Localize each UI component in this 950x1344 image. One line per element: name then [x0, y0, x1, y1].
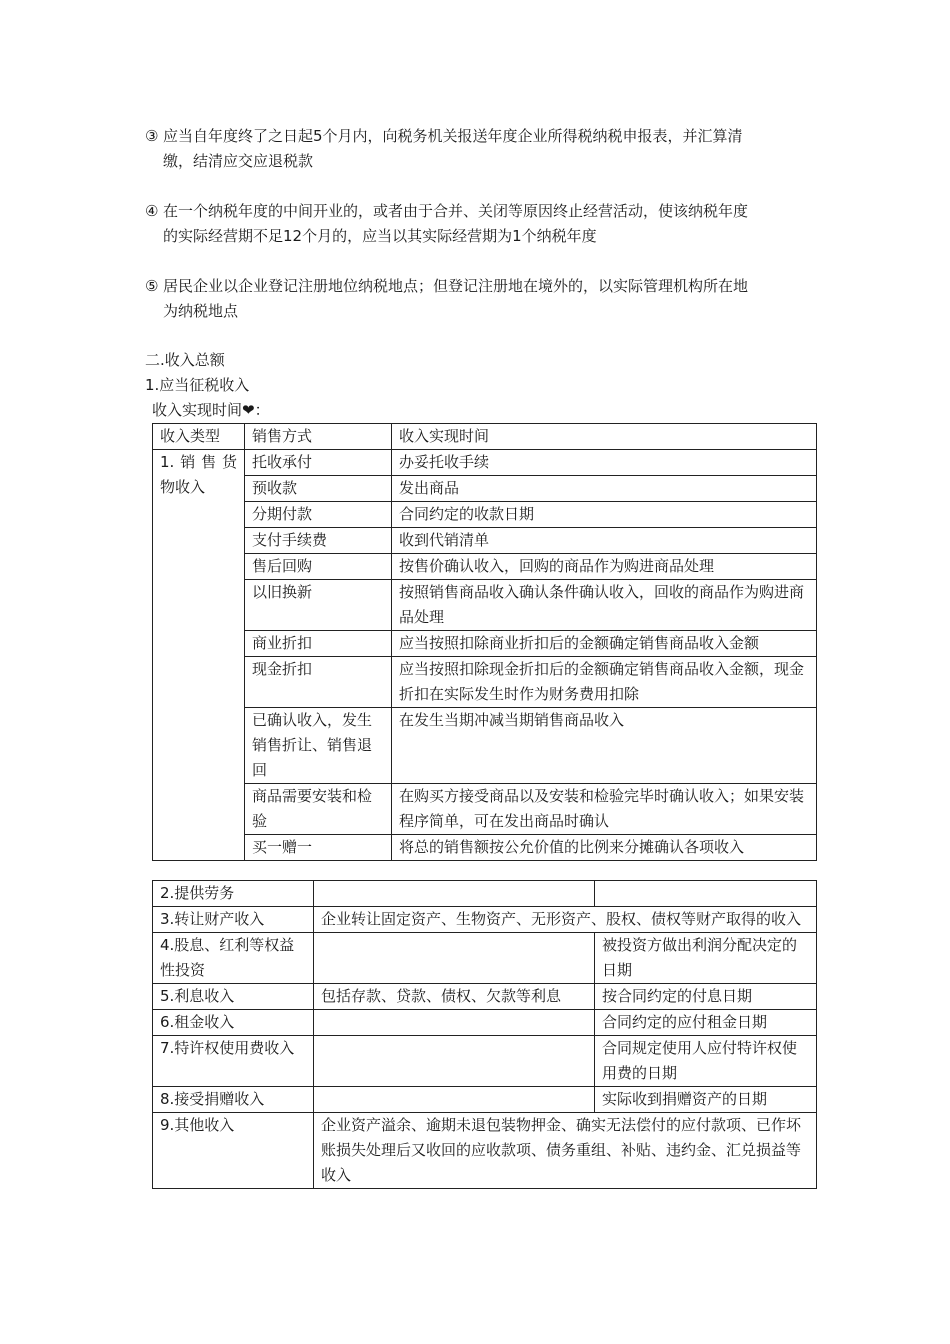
category-cell: 1.销售货 物收入 — [153, 450, 245, 861]
table-row — [153, 1113, 817, 1189]
time-cell: 发出商品 — [392, 476, 817, 502]
table-row — [153, 657, 817, 708]
time-cell: 在购买方接受商品以及安装和检验完毕时确认收入；如果安装程序简单，可在发出商品时确认 — [392, 784, 817, 835]
time-cell: 应当按照扣除现金折扣后的金额确定销售商品收入金额，现金折扣在实际发生时作为财务费用扣除 — [392, 657, 817, 708]
table-caption: 收入实现时间❤： — [152, 401, 270, 419]
table-row — [153, 708, 817, 784]
time-cell: 合同约定的应付租金日期 — [595, 1010, 817, 1036]
table-row — [153, 476, 817, 502]
method-cell: 托收承付 — [245, 450, 392, 476]
table-row — [153, 631, 817, 657]
subsection-title: 1.应当征税收入 — [145, 376, 250, 394]
desc-cell — [314, 881, 595, 907]
other-income-table — [152, 880, 817, 1189]
time-cell: 按合同约定的付息日期 — [595, 984, 817, 1010]
item-text-line2: 的实际经营期不足12个月的，应当以其实际经营期为1个纳税年度 — [163, 227, 597, 245]
type-cell: 5.利息收入 — [153, 984, 314, 1010]
header-cell: 收入实现时间 — [392, 424, 817, 450]
section-title: 二.收入总额 — [145, 351, 225, 369]
table-row — [153, 450, 817, 476]
time-cell: 将总的销售额按公允价值的比例来分摊确认各项收入 — [392, 835, 817, 861]
desc-cell — [314, 933, 595, 984]
table-row — [153, 502, 817, 528]
item-text-line1: 应当自年度终了之日起5个月内，向税务机关报送年度企业所得税纳税申报表，并汇算清 — [163, 127, 743, 145]
table-row — [153, 907, 817, 933]
table-header-row — [153, 424, 817, 450]
table-row — [153, 784, 817, 835]
type-cell: 7.特许权使用费收入 — [153, 1036, 314, 1087]
time-cell: 应当按照扣除商业折扣后的金额确定销售商品收入金额 — [392, 631, 817, 657]
time-cell: 合同规定使用人应付特许权使用费的日期 — [595, 1036, 817, 1087]
time-cell — [595, 881, 817, 907]
table-row — [153, 881, 817, 907]
table-row — [153, 554, 817, 580]
table-row — [153, 580, 817, 631]
method-cell: 商业折扣 — [245, 631, 392, 657]
time-cell: 被投资方做出利润分配决定的日期 — [595, 933, 817, 984]
time-cell: 收到代销清单 — [392, 528, 817, 554]
method-cell: 售后回购 — [245, 554, 392, 580]
time-cell: 合同约定的收款日期 — [392, 502, 817, 528]
time-cell: 办妥托收手续 — [392, 450, 817, 476]
type-cell: 9.其他收入 — [153, 1113, 314, 1189]
table-row — [153, 1087, 817, 1113]
header-cell: 收入类型 — [153, 424, 245, 450]
merged-desc-cell: 企业资产溢余、逾期未退包装物押金、确实无法偿付的应付款项、已作坏账损失处理后又收回的应收款项、债务重组、补贴、违约金、汇兑损益等收入 — [314, 1113, 817, 1189]
table-row — [153, 933, 817, 984]
type-cell: 6.租金收入 — [153, 1010, 314, 1036]
sales-income-table — [152, 423, 817, 861]
method-cell: 支付手续费 — [245, 528, 392, 554]
method-cell: 已确认收入，发生销售折让、销售退回 — [245, 708, 392, 784]
method-cell: 商品需要安装和检验 — [245, 784, 392, 835]
table-row — [153, 1036, 817, 1087]
desc-cell: 包括存款、贷款、债权、欠款等利息 — [314, 984, 595, 1010]
method-cell: 以旧换新 — [245, 580, 392, 631]
item-5 — [145, 274, 815, 324]
desc-cell — [314, 1036, 595, 1087]
header-cell: 销售方式 — [245, 424, 392, 450]
table-row — [153, 984, 817, 1010]
item-text-line1: 在一个纳税年度的中间开业的，或者由于合并、关闭等原因终止经营活动，使该纳税年度 — [163, 202, 749, 220]
item-number: ③ — [145, 127, 159, 145]
method-cell: 现金折扣 — [245, 657, 392, 708]
type-cell: 8.接受捐赠收入 — [153, 1087, 314, 1113]
method-cell: 预收款 — [245, 476, 392, 502]
item-text-line2: 缴，结清应交应退税款 — [163, 152, 314, 170]
time-cell: 按售价确认收入，回购的商品作为购进商品处理 — [392, 554, 817, 580]
desc-cell — [314, 1010, 595, 1036]
item-number: ④ — [145, 202, 159, 220]
item-4 — [145, 199, 815, 249]
table-row — [153, 835, 817, 861]
table-row — [153, 1010, 817, 1036]
type-cell: 3.转让财产收入 — [153, 907, 314, 933]
time-cell: 实际收到捐赠资产的日期 — [595, 1087, 817, 1113]
time-cell: 在发生当期冲减当期销售商品收入 — [392, 708, 817, 784]
item-text-line2: 为纳税地点 — [163, 302, 239, 320]
desc-cell — [314, 1087, 595, 1113]
type-cell: 2.提供劳务 — [153, 881, 314, 907]
item-text-line1: 居民企业以企业登记注册地位纳税地点；但登记注册地在境外的，以实际管理机构所在地 — [163, 277, 749, 295]
table-row — [153, 528, 817, 554]
merged-desc-cell: 企业转让固定资产、生物资产、无形资产、股权、债权等财产取得的收入 — [314, 907, 817, 933]
item-number: ⑤ — [145, 277, 159, 295]
type-cell: 4.股息、红利等权益性投资 — [153, 933, 314, 984]
item-3 — [145, 124, 815, 174]
method-cell: 分期付款 — [245, 502, 392, 528]
time-cell: 按照销售商品收入确认条件确认收入，回收的商品作为购进商品处理 — [392, 580, 817, 631]
method-cell: 买一赠一 — [245, 835, 392, 861]
